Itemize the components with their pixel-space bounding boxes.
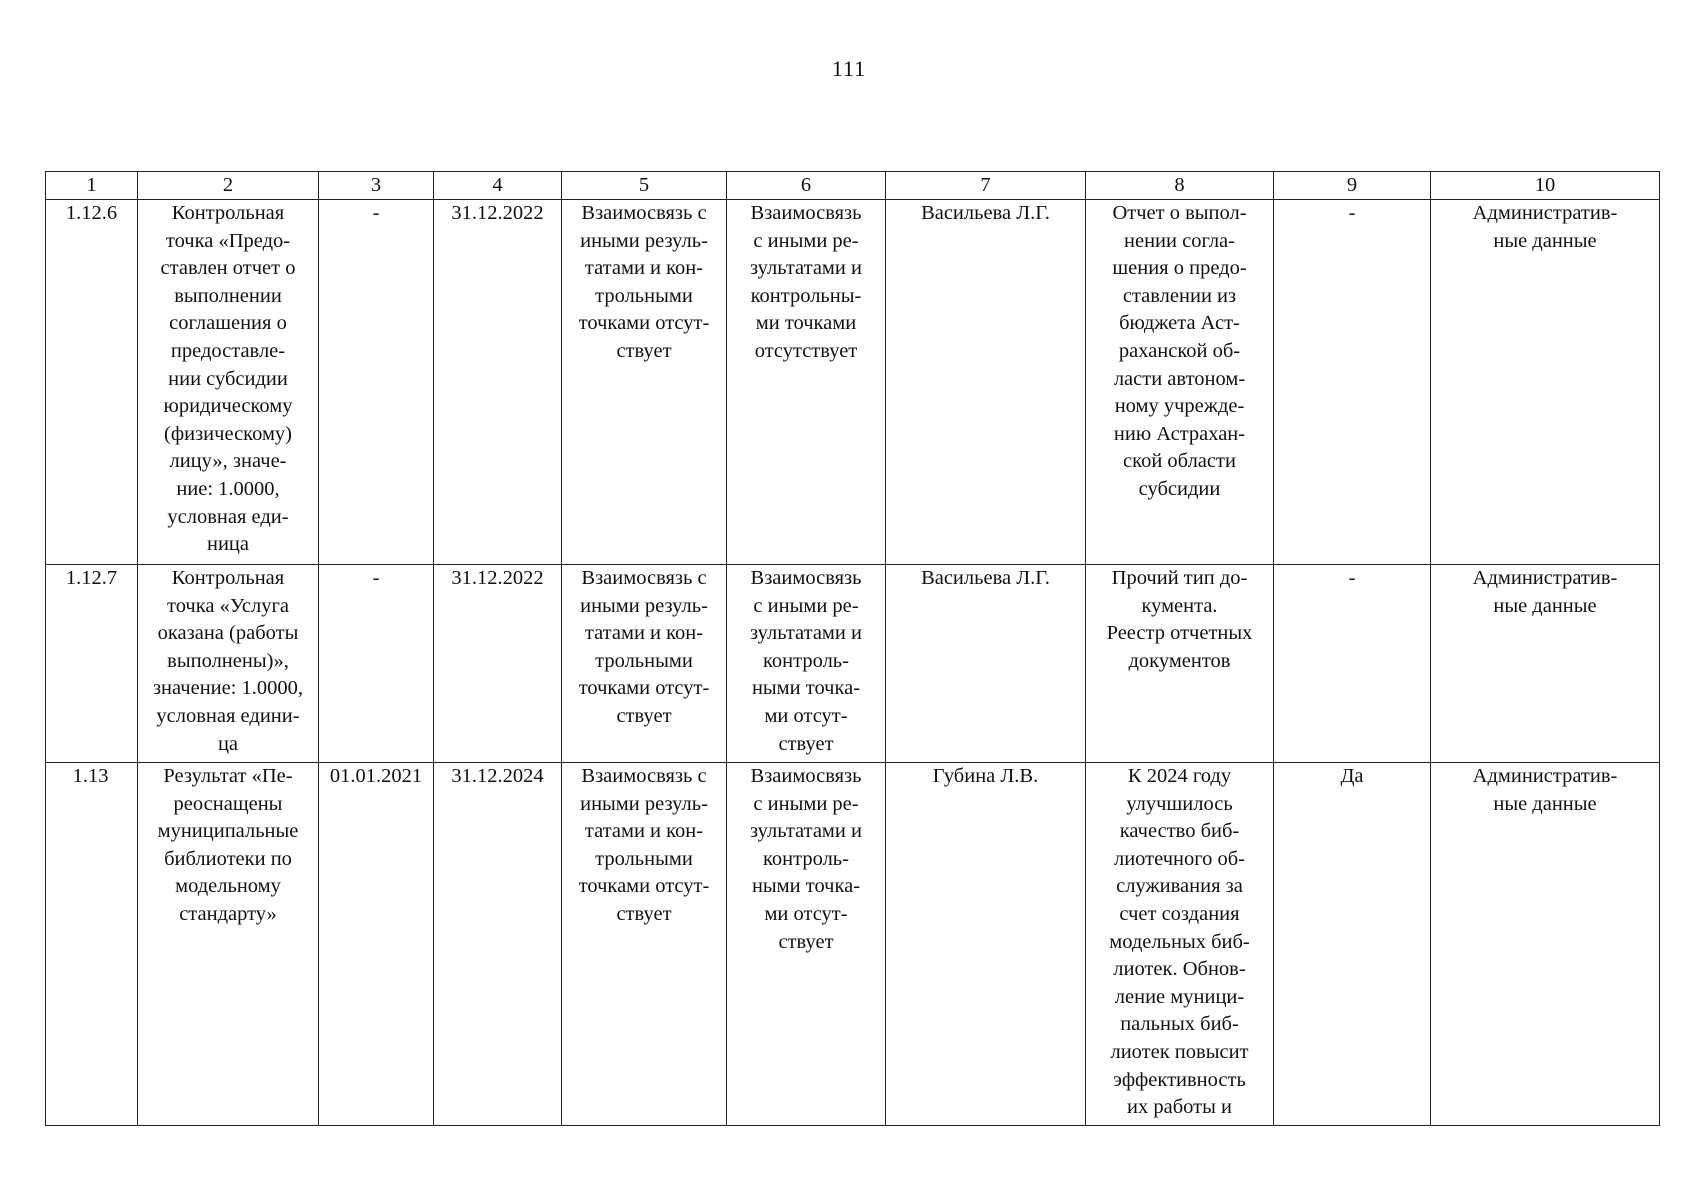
- cell-line: с иными ре-: [753, 229, 859, 252]
- cell-line: точка «Услуга: [167, 594, 289, 617]
- cell-line: субсидии: [1138, 477, 1221, 500]
- cell-line: ными точка-: [751, 875, 861, 898]
- cell-line: лиотечного об-: [1113, 847, 1246, 870]
- header-cell: 3: [319, 172, 434, 200]
- cell-line: кумента.: [1141, 594, 1218, 617]
- document-type: [1086, 200, 1274, 565]
- cell-line: Административ-: [1472, 567, 1618, 589]
- cell-line: трольными: [595, 847, 693, 870]
- cell-line: лиотек повысит: [1110, 1040, 1249, 1063]
- cell-line: условная едини-: [156, 704, 300, 727]
- item-number: 1.13: [46, 763, 138, 1126]
- table-row: [46, 565, 1660, 763]
- cell-line: с иными ре-: [753, 594, 859, 617]
- cell-line: раханской об-: [1118, 339, 1241, 362]
- information-system: Да: [1274, 763, 1431, 1126]
- cell-line: татами и кон-: [584, 257, 704, 280]
- cell-line: ствует: [616, 902, 672, 925]
- cell-line: Взаимосвязь с: [581, 765, 707, 787]
- responsible-person: Губина Л.В.: [886, 763, 1086, 1126]
- header-cell: 5: [562, 172, 727, 200]
- cell-line: Взаимосвязь: [750, 765, 862, 787]
- header-cell: 2: [138, 172, 319, 200]
- header-cell: 4: [434, 172, 562, 200]
- cell-line: юридическому: [163, 395, 293, 418]
- cell-line: Отчет о выпол-: [1112, 202, 1247, 224]
- cell-line: Реестр отчетных: [1106, 622, 1253, 645]
- item-name: [138, 565, 319, 763]
- cell-line: ми отсут-: [764, 704, 848, 727]
- document-type: [1086, 565, 1274, 763]
- cell-line: качество биб-: [1119, 820, 1240, 843]
- end-date: 31.12.2022: [434, 200, 562, 565]
- cell-line: предоставле-: [170, 339, 286, 362]
- header-cell: 7: [886, 172, 1086, 200]
- relation-previous: [562, 763, 727, 1126]
- cell-line: ление муници-: [1114, 985, 1245, 1008]
- cell-line: Контрольная: [171, 567, 285, 589]
- cell-line: ставлен отчет о: [160, 257, 296, 280]
- relation-next: [727, 200, 886, 565]
- cell-line: ные данные: [1493, 594, 1597, 617]
- cell-line: стандарту»: [179, 902, 277, 925]
- start-date: -: [319, 200, 434, 565]
- cell-line: оказана (работы: [157, 622, 299, 645]
- cell-line: ми отсут-: [764, 902, 848, 925]
- cell-line: зультатами и: [750, 820, 862, 843]
- cell-line: ствует: [616, 704, 672, 727]
- information-system: -: [1274, 565, 1431, 763]
- cell-line: документов: [1128, 649, 1231, 672]
- start-date: -: [319, 565, 434, 763]
- table-row: [46, 200, 1660, 565]
- cell-line: счет создания: [1119, 902, 1240, 925]
- cell-line: соглашения о: [169, 312, 287, 335]
- cell-line: значение: 1.0000,: [152, 677, 304, 700]
- cell-line: отсутствует: [754, 339, 858, 362]
- header-row: [46, 172, 1660, 200]
- cell-line: Взаимосвязь с: [581, 567, 707, 589]
- information-system: -: [1274, 200, 1431, 565]
- cell-line: контрольны-: [750, 284, 862, 307]
- header-cell: 8: [1086, 172, 1274, 200]
- cell-line: ные данные: [1493, 792, 1597, 815]
- cell-line: точками отсут-: [578, 312, 710, 335]
- cell-line: модельному: [175, 875, 281, 898]
- cell-line: Контрольная: [171, 202, 285, 224]
- responsible-person: Васильева Л.Г.: [886, 565, 1086, 763]
- start-date: 01.01.2021: [319, 763, 434, 1126]
- cell-line: Прочий тип до-: [1111, 567, 1248, 589]
- responsible-person: Васильева Л.Г.: [886, 200, 1086, 565]
- header-cell: 1: [46, 172, 138, 200]
- cell-line: ставлении из: [1122, 284, 1237, 307]
- cell-line: татами и кон-: [584, 820, 704, 843]
- cell-line: точка «Предо-: [165, 229, 291, 252]
- cell-line: ласти автоном-: [1113, 367, 1246, 390]
- cell-line: ца: [217, 732, 239, 755]
- cell-line: ница: [206, 533, 249, 556]
- cell-line: точками отсут-: [578, 677, 710, 700]
- cell-line: зультатами и: [750, 257, 862, 280]
- relation-next: [727, 565, 886, 763]
- cell-line: иными резуль-: [580, 792, 708, 815]
- cell-line: ствует: [778, 732, 834, 755]
- cell-line: ные данные: [1493, 229, 1597, 252]
- data-source: [1431, 763, 1660, 1126]
- cell-line: муниципальные: [157, 820, 299, 843]
- cell-line: нии субсидии: [168, 367, 288, 390]
- cell-line: Взаимосвязь: [750, 567, 862, 589]
- cell-line: татами и кон-: [584, 622, 704, 645]
- cell-line: выполнении: [174, 284, 282, 307]
- cell-line: иными резуль-: [580, 594, 708, 617]
- cell-line: Взаимосвязь: [750, 202, 862, 224]
- cell-line: Административ-: [1472, 202, 1618, 224]
- page-number: 111: [831, 56, 867, 81]
- cell-line: условная еди-: [167, 505, 289, 528]
- cell-line: нию Астрахан-: [1113, 422, 1246, 445]
- relation-previous: [562, 200, 727, 565]
- cell-line: ными точка-: [751, 677, 861, 700]
- relation-previous: [562, 565, 727, 763]
- cell-line: служивания за: [1116, 875, 1243, 898]
- cell-line: ствует: [616, 339, 672, 362]
- item-name: [138, 200, 319, 565]
- data-source: [1431, 565, 1660, 763]
- cell-line: шения о предо-: [1112, 257, 1247, 280]
- cell-line: выполнены)»,: [167, 649, 289, 672]
- cell-line: улучшилось: [1126, 792, 1233, 815]
- cell-line: Взаимосвязь с: [581, 202, 707, 224]
- cell-line: ному учрежде-: [1114, 395, 1245, 418]
- cell-line: иными резуль-: [580, 229, 708, 252]
- cell-line: бюджета Аст-: [1119, 312, 1240, 335]
- cell-line: нении согла-: [1124, 229, 1235, 252]
- cell-line: модельных биб-: [1109, 930, 1250, 953]
- end-date: 31.12.2024: [434, 763, 562, 1126]
- item-name: [138, 763, 319, 1126]
- cell-line: пальных биб-: [1120, 1013, 1239, 1036]
- data-source: [1431, 200, 1660, 565]
- cell-line: трольными: [595, 284, 693, 307]
- cell-line: трольными: [595, 649, 693, 672]
- cell-line: с иными ре-: [753, 792, 859, 815]
- cell-line: лиотек. Обнов-: [1113, 958, 1246, 981]
- relation-next: [727, 763, 886, 1126]
- cell-line: эффективность: [1113, 1068, 1246, 1091]
- header-cell: 6: [727, 172, 886, 200]
- header-cell: 9: [1274, 172, 1431, 200]
- cell-line: ской области: [1123, 450, 1236, 473]
- cell-line: (физическому): [164, 422, 292, 445]
- data-table: [45, 171, 1660, 1126]
- item-number: 1.12.7: [46, 565, 138, 763]
- end-date: 31.12.2022: [434, 565, 562, 763]
- cell-line: точками отсут-: [578, 875, 710, 898]
- header-cell: 10: [1431, 172, 1660, 200]
- cell-line: реоснащены: [173, 792, 283, 815]
- cell-line: зультатами и: [750, 622, 862, 645]
- document-type: [1086, 763, 1274, 1126]
- cell-line: лицу», значе-: [169, 450, 287, 473]
- cell-line: контроль-: [763, 847, 849, 870]
- cell-line: К 2024 году: [1127, 765, 1232, 787]
- cell-line: их работы и: [1127, 1096, 1232, 1119]
- cell-line: контроль-: [763, 649, 849, 672]
- cell-line: Результат «Пе-: [163, 765, 293, 787]
- cell-line: ствует: [778, 930, 834, 953]
- cell-line: библиотеки по: [164, 847, 292, 870]
- cell-line: ми точками: [755, 312, 857, 335]
- cell-line: Административ-: [1472, 765, 1618, 787]
- table-row: [46, 763, 1660, 1126]
- cell-line: ние: 1.0000,: [176, 477, 280, 500]
- item-number: 1.12.6: [46, 200, 138, 565]
